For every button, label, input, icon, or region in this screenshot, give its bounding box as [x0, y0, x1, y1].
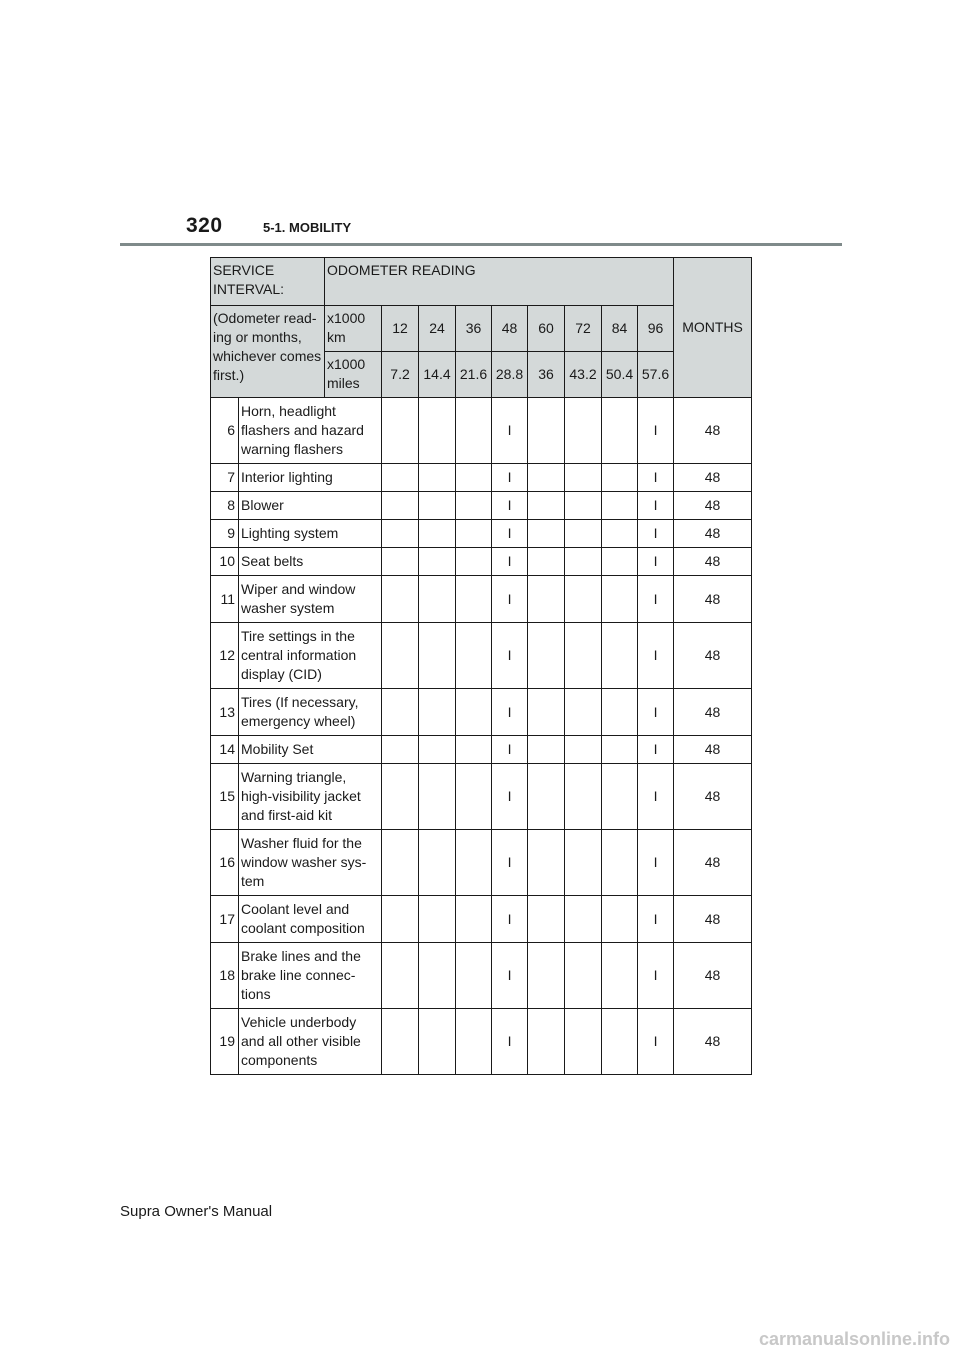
months-value: 48 [674, 736, 752, 764]
interval-mark [382, 736, 419, 764]
interval-mark [528, 764, 565, 830]
months-header: MONTHS [674, 258, 752, 398]
item-name: Blower [239, 492, 382, 520]
interval-mark [565, 492, 602, 520]
interval-mark: I [638, 1009, 674, 1075]
interval-mark [419, 689, 456, 736]
interval-mark: I [638, 689, 674, 736]
table-row [211, 896, 752, 943]
item-name: Wiper and window washer system [239, 576, 382, 623]
interval-mark [382, 623, 419, 689]
item-name: Brake lines and the brake line connec-tions [239, 943, 382, 1009]
interval-mark [528, 576, 565, 623]
months-value: 48 [674, 943, 752, 1009]
interval-mark: I [492, 576, 528, 623]
interval-mark [419, 830, 456, 896]
table-row [211, 576, 752, 623]
interval-mark: I [638, 520, 674, 548]
item-number: 9 [211, 520, 239, 548]
interval-mark: I [638, 623, 674, 689]
interval-mark [382, 576, 419, 623]
interval-mark [565, 520, 602, 548]
interval-mark [419, 736, 456, 764]
km-unit-label: x1000 km [325, 306, 382, 352]
interval-mark [528, 623, 565, 689]
item-name: Interior lighting [239, 464, 382, 492]
table-row [211, 492, 752, 520]
service-interval-header: SERVICE INTERVAL: [211, 258, 325, 306]
interval-mark [456, 492, 492, 520]
item-name: Tires (If necessary, emergency wheel) [239, 689, 382, 736]
interval-mark [565, 1009, 602, 1075]
interval-mark: I [638, 492, 674, 520]
interval-mark: I [492, 464, 528, 492]
table-row [211, 943, 752, 1009]
interval-mark [419, 464, 456, 492]
interval-mark [419, 896, 456, 943]
table-row [211, 689, 752, 736]
interval-mark: I [638, 943, 674, 1009]
item-number: 10 [211, 548, 239, 576]
section-title: 5-1. MOBILITY [263, 220, 352, 235]
item-name: Coolant level and coolant composition [239, 896, 382, 943]
interval-mark [602, 764, 638, 830]
months-value: 48 [674, 623, 752, 689]
interval-mark: I [638, 736, 674, 764]
miles-unit-label: x1000 miles [325, 352, 382, 398]
interval-mark [419, 943, 456, 1009]
manual-title-footer: Supra Owner's Manual [120, 1203, 273, 1220]
months-value: 48 [674, 689, 752, 736]
interval-mark [419, 1009, 456, 1075]
item-number: 19 [211, 1009, 239, 1075]
interval-mark: I [492, 896, 528, 943]
interval-mark [602, 736, 638, 764]
interval-mark [382, 896, 419, 943]
interval-mark [565, 464, 602, 492]
interval-mark [565, 576, 602, 623]
table-row [211, 520, 752, 548]
interval-mark [456, 764, 492, 830]
interval-mark [419, 576, 456, 623]
months-value: 48 [674, 520, 752, 548]
interval-mark [382, 398, 419, 464]
interval-mark: I [492, 736, 528, 764]
item-number: 7 [211, 464, 239, 492]
interval-mark [382, 764, 419, 830]
km-value: 36 [456, 306, 492, 352]
interval-mark [565, 623, 602, 689]
table-row [211, 764, 752, 830]
interval-mark [456, 736, 492, 764]
interval-mark [565, 896, 602, 943]
km-value: 84 [602, 306, 638, 352]
interval-mark [602, 830, 638, 896]
interval-mark: I [492, 689, 528, 736]
table-row [211, 1009, 752, 1075]
interval-mark [382, 1009, 419, 1075]
interval-mark [456, 943, 492, 1009]
km-value: 24 [419, 306, 456, 352]
item-name: Warning triangle, high-visibility jacket and first-aid kit [239, 764, 382, 830]
interval-mark [528, 548, 565, 576]
interval-mark [456, 689, 492, 736]
item-number: 17 [211, 896, 239, 943]
interval-mark [528, 520, 565, 548]
mile-value: 43.2 [565, 352, 602, 398]
months-value: 48 [674, 830, 752, 896]
interval-mark [419, 520, 456, 548]
item-name: Washer fluid for the window washer sys-tem [239, 830, 382, 896]
interval-mark [456, 896, 492, 943]
interval-mark [565, 943, 602, 1009]
interval-mark: I [638, 464, 674, 492]
interval-mark [528, 689, 565, 736]
months-value: 48 [674, 764, 752, 830]
interval-mark [456, 548, 492, 576]
page-number: 320 [186, 214, 223, 237]
interval-mark [528, 398, 565, 464]
months-value: 48 [674, 398, 752, 464]
odometer-reading-header: ODOMETER READING [325, 258, 674, 306]
interval-mark [528, 736, 565, 764]
table-row [211, 464, 752, 492]
km-value: 12 [382, 306, 419, 352]
interval-mark [456, 464, 492, 492]
interval-mark [528, 943, 565, 1009]
interval-mark [602, 576, 638, 623]
mile-value: 28.8 [492, 352, 528, 398]
item-name: Seat belts [239, 548, 382, 576]
mile-value: 36 [528, 352, 565, 398]
interval-mark: I [492, 623, 528, 689]
interval-mark [382, 492, 419, 520]
months-value: 48 [674, 464, 752, 492]
interval-mark: I [492, 492, 528, 520]
interval-mark [602, 896, 638, 943]
interval-mark [456, 398, 492, 464]
interval-mark [528, 830, 565, 896]
mile-value: 14.4 [419, 352, 456, 398]
item-name: Mobility Set [239, 736, 382, 764]
interval-mark [456, 576, 492, 623]
interval-mark [602, 464, 638, 492]
mile-value: 57.6 [638, 352, 674, 398]
interval-condition-note: (Odometer read-ing or months, whichever comes first.) [211, 306, 325, 398]
interval-mark: I [492, 830, 528, 896]
item-name: Tire settings in the central information display (CID) [239, 623, 382, 689]
item-number: 18 [211, 943, 239, 1009]
interval-mark [565, 764, 602, 830]
interval-mark [528, 1009, 565, 1075]
interval-mark [565, 689, 602, 736]
interval-mark: I [638, 896, 674, 943]
item-number: 8 [211, 492, 239, 520]
watermark: carmanualsonline.info [758, 1329, 950, 1349]
table-row [211, 398, 752, 464]
item-number: 6 [211, 398, 239, 464]
item-number: 13 [211, 689, 239, 736]
months-value: 48 [674, 492, 752, 520]
months-value: 48 [674, 548, 752, 576]
interval-mark: I [638, 576, 674, 623]
interval-mark: I [492, 398, 528, 464]
km-value: 72 [565, 306, 602, 352]
interval-mark [528, 464, 565, 492]
interval-mark [382, 689, 419, 736]
interval-mark [602, 623, 638, 689]
months-value: 48 [674, 576, 752, 623]
item-number: 12 [211, 623, 239, 689]
interval-mark [528, 896, 565, 943]
interval-mark: I [638, 764, 674, 830]
interval-mark [602, 689, 638, 736]
interval-mark [602, 492, 638, 520]
maintenance-schedule-table [210, 257, 752, 1075]
interval-mark [456, 520, 492, 548]
interval-mark [528, 492, 565, 520]
table-row [211, 548, 752, 576]
item-name: Horn, headlight flashers and hazard warning flashers [239, 398, 382, 464]
item-name: Lighting system [239, 520, 382, 548]
months-value: 48 [674, 1009, 752, 1075]
km-value: 60 [528, 306, 565, 352]
header-divider [120, 243, 842, 246]
interval-mark [602, 943, 638, 1009]
interval-mark [565, 830, 602, 896]
mile-value: 7.2 [382, 352, 419, 398]
interval-mark [602, 398, 638, 464]
km-value: 48 [492, 306, 528, 352]
interval-mark: I [638, 398, 674, 464]
interval-mark [382, 943, 419, 1009]
interval-mark [565, 736, 602, 764]
interval-mark [419, 398, 456, 464]
interval-mark [456, 1009, 492, 1075]
interval-mark: I [638, 548, 674, 576]
interval-mark [456, 830, 492, 896]
interval-mark: I [638, 830, 674, 896]
interval-mark: I [492, 520, 528, 548]
interval-mark [565, 548, 602, 576]
table-row [211, 623, 752, 689]
interval-mark [456, 623, 492, 689]
interval-mark [602, 520, 638, 548]
interval-mark [419, 764, 456, 830]
interval-mark: I [492, 764, 528, 830]
interval-mark [419, 492, 456, 520]
interval-mark [602, 1009, 638, 1075]
interval-mark [382, 830, 419, 896]
interval-mark [382, 464, 419, 492]
mile-value: 21.6 [456, 352, 492, 398]
interval-mark: I [492, 548, 528, 576]
interval-mark: I [492, 1009, 528, 1075]
item-number: 15 [211, 764, 239, 830]
mile-value: 50.4 [602, 352, 638, 398]
interval-mark [602, 548, 638, 576]
km-value: 96 [638, 306, 674, 352]
item-number: 16 [211, 830, 239, 896]
interval-mark [382, 520, 419, 548]
interval-mark [419, 548, 456, 576]
interval-mark [565, 398, 602, 464]
interval-mark: I [492, 943, 528, 1009]
table-row [211, 830, 752, 896]
item-number: 11 [211, 576, 239, 623]
item-number: 14 [211, 736, 239, 764]
item-name: Vehicle underbody and all other visible components [239, 1009, 382, 1075]
interval-mark [419, 623, 456, 689]
months-value: 48 [674, 896, 752, 943]
table-row [211, 736, 752, 764]
interval-mark [382, 548, 419, 576]
